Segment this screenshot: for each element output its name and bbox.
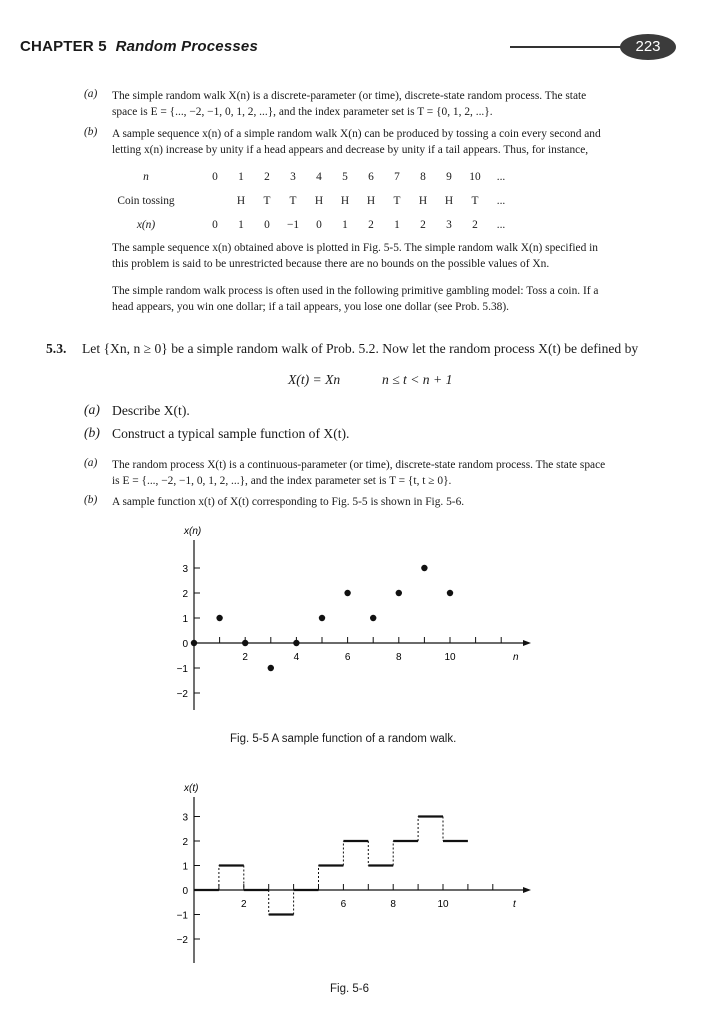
table-row-coin	[90, 189, 514, 213]
data-point	[344, 590, 350, 596]
table-cell: 0	[316, 219, 322, 231]
solution-a-line2: is E = {..., −2, −1, 0, 1, 2, ...}, and the index parameter set is T = {t, t ≥ 0}.	[112, 475, 452, 487]
y-tick-label: 2	[182, 589, 188, 600]
y-axis-label: x(t)	[184, 783, 199, 794]
prob52-b-line5: The simple random walk process is often used in the following primitive gambling model: Toss a coin. If a	[112, 285, 599, 297]
table-cell: H	[444, 195, 454, 207]
y-tick-label: 0	[182, 886, 188, 897]
prob52-b-text	[112, 126, 672, 158]
x-axis-label: n	[513, 652, 519, 663]
table-cell: 8	[420, 171, 426, 183]
y-axis-label: x(n)	[184, 526, 202, 537]
question-label-a: (a)	[84, 402, 100, 417]
y-tick-label: 0	[182, 639, 188, 650]
x-tick-label: 8	[396, 652, 402, 663]
table-cell: H	[236, 195, 246, 207]
figure-5-5-scatter-plot	[0, 520, 706, 730]
prob52-b-continued	[112, 240, 672, 272]
data-point	[242, 640, 248, 646]
table-cell: 2	[264, 171, 270, 183]
x-axis-arrow	[523, 640, 531, 646]
chapter-number: CHAPTER 5	[20, 38, 107, 55]
data-point	[216, 615, 222, 621]
prob52-a-line1: The simple random walk X(n) is a discrete-parameter (or time), discrete-state random process. The state	[112, 90, 587, 102]
table-cell: 0	[264, 219, 270, 231]
prob52-a-line2: space is E = {..., −2, −1, 0, 1, 2, ...}, and the index parameter set is T = {0, 1, 2, ...}.	[112, 106, 493, 118]
table-cell: 1	[342, 219, 348, 231]
page-number-badge: 223	[620, 34, 676, 60]
data-point	[447, 590, 453, 596]
prob53-statement: Let {Xn, n ≥ 0} be a simple random walk of Prob. 5.2. Now let the random process X(t) be defined by	[82, 341, 639, 356]
solution-a-line1: The random process X(t) is a continuous-parameter (or time), discrete-state random process. The state space	[112, 459, 606, 471]
y-tick-label: −1	[176, 664, 188, 675]
table-cell: 9	[446, 171, 452, 183]
prob52-b-line6: head appears, you win one dollar; if a tail appears, you lose one dollar (see Prob. 5.38).	[112, 301, 509, 313]
x-axis-arrow	[523, 887, 531, 893]
solution-label-a: (a)	[84, 457, 98, 469]
x-tick-label: 10	[444, 652, 456, 663]
y-tick-label: 1	[182, 614, 188, 625]
prob52-gambling-text	[112, 283, 672, 315]
table-cell: H	[314, 195, 324, 207]
header-rule	[510, 46, 625, 48]
item-label-a: (a)	[84, 88, 98, 100]
chapter-subject: Random Processes	[115, 38, 258, 55]
data-point	[370, 615, 376, 621]
solution-label-b: (b)	[84, 494, 98, 506]
y-tick-label: 3	[182, 564, 188, 575]
data-point	[319, 615, 325, 621]
table-cell: 10	[469, 171, 481, 183]
question-label-b: (b)	[84, 425, 100, 440]
prob52-b-line4: this problem is said to be unrestricted because there are no bounds on the possible values of Xn.	[112, 258, 550, 270]
table-cell: 1	[238, 219, 244, 231]
table-cell: ...	[496, 195, 506, 207]
y-tick-label: −1	[176, 910, 188, 922]
data-point	[396, 590, 402, 596]
table-cell: 1	[394, 219, 400, 231]
table-cell: T	[393, 195, 401, 207]
prob53-equation-left: X(t) = Xn	[288, 372, 341, 387]
table-cell: 2	[420, 219, 426, 231]
x-tick-label: 2	[241, 899, 247, 910]
item-label-b: (b)	[84, 126, 98, 138]
table-cell: T	[471, 195, 479, 207]
table-cell: H	[340, 195, 350, 207]
solution-a	[112, 457, 682, 489]
table-row-x	[90, 213, 514, 237]
x-tick-label: 6	[344, 652, 351, 663]
table-cell: T	[289, 195, 297, 207]
table-cell: 1	[238, 171, 244, 183]
data-point	[191, 640, 197, 646]
problem-number: 5.3.	[46, 341, 67, 356]
solution-b: A sample function x(t) of X(t) corresponding to Fig. 5-5 is shown in Fig. 5-6.	[112, 496, 465, 508]
table-cell: H	[366, 195, 376, 207]
table-cell: 0	[212, 219, 218, 231]
prob52-b-line1: A sample sequence x(n) of a simple random walk X(n) can be produced by tossing a coin every second and	[112, 128, 601, 140]
chapter-title	[20, 38, 258, 55]
table-cell: 7	[394, 171, 400, 183]
y-tick-label: −2	[176, 689, 188, 700]
coin-toss-table	[90, 165, 514, 237]
table-row-n	[90, 165, 514, 189]
row-label-n: n	[143, 171, 149, 183]
prob52-b-line3: The sample sequence x(n) obtained above is plotted in Fig. 5-5. The simple random walk X(n) specified in	[112, 242, 598, 254]
page-header	[20, 38, 688, 62]
y-tick-label: 3	[182, 812, 188, 824]
figure-5-5-caption: Fig. 5-5 A sample function of a random walk.	[230, 733, 457, 745]
y-tick-label: −2	[176, 935, 188, 946]
y-tick-label: 2	[182, 837, 188, 848]
figure-5-6-step-plot	[0, 775, 706, 970]
data-point	[421, 565, 427, 571]
prob52-a-text	[112, 88, 672, 120]
table-cell: 5	[342, 171, 348, 183]
table-cell: ...	[496, 219, 506, 231]
data-point	[268, 665, 274, 671]
table-cell: 3	[290, 171, 296, 183]
x-axis-label: t	[513, 899, 516, 910]
table-cell: T	[263, 195, 271, 207]
table-cell: 2	[368, 219, 374, 231]
table-cell: 6	[368, 171, 374, 183]
table-cell: 2	[472, 219, 478, 231]
table-cell: −1	[286, 219, 300, 231]
row-label-coin: Coin tossing	[117, 195, 175, 207]
question-a: Describe X(t).	[112, 403, 190, 418]
table-cell: 0	[212, 171, 218, 183]
prob53-equation-right: n ≤ t < n + 1	[382, 372, 453, 387]
prob52-b-line2: letting x(n) increase by unity if a head appears and decrease by unity if a tail appears. Thus, for instance,	[112, 144, 589, 156]
table-cell: 4	[316, 171, 322, 183]
x-tick-label: 6	[340, 899, 347, 910]
data-point	[293, 640, 299, 646]
question-b: Construct a typical sample function of X(t).	[112, 426, 350, 441]
row-label-x: x(n)	[136, 219, 156, 231]
table-cell: H	[418, 195, 428, 207]
table-cell: ...	[496, 171, 506, 183]
y-tick-label: 1	[182, 861, 188, 873]
x-tick-label: 8	[390, 899, 396, 910]
table-cell	[202, 189, 228, 213]
table-cell: 3	[446, 219, 452, 231]
x-tick-label: 4	[293, 652, 300, 663]
x-tick-label: 2	[242, 652, 248, 663]
x-tick-label: 10	[437, 899, 449, 910]
figure-5-6-caption: Fig. 5-6	[330, 983, 369, 995]
